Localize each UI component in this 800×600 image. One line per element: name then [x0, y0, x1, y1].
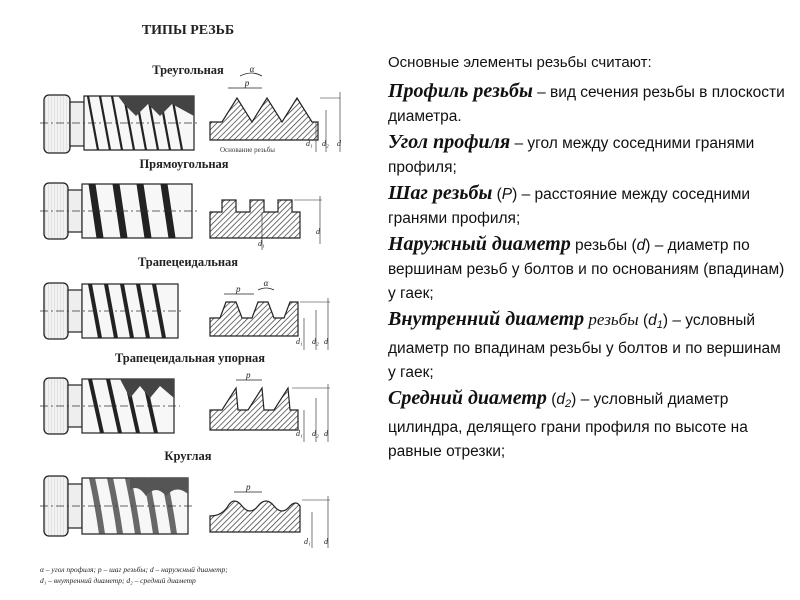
def-angle: – угол между соседними гранями профиля; — [388, 135, 755, 176]
sym-d1-tri: d₁ — [306, 139, 313, 148]
close-mean: ) — [571, 391, 577, 408]
sym-d1-round: d₁ — [304, 537, 311, 546]
close-outer: ) — [645, 237, 651, 254]
sym-d2-trap: d₂ — [312, 337, 319, 346]
sym-p-trap: p — [236, 284, 241, 294]
sub-inner: 1 — [656, 319, 663, 331]
open-pitch: ( — [492, 186, 502, 203]
thread-types-illustration — [0, 0, 380, 600]
figure-title: ТИПЫ РЕЗЬБ — [141, 23, 235, 38]
sym-d-round: d — [324, 537, 328, 546]
profile-round — [210, 482, 330, 548]
entry-mean — [388, 386, 790, 464]
sym-inner: d — [648, 312, 657, 329]
term-mean: Средний диаметр — [388, 387, 547, 409]
term-profile: Профиль резьбы — [388, 80, 533, 102]
sym-outer: d — [636, 237, 646, 254]
sym-d-butt: d — [324, 429, 328, 438]
label-rectangular: Прямоугольная — [139, 157, 229, 171]
open-outer: ( — [627, 237, 637, 254]
base-label: Основание резьбы — [220, 146, 275, 154]
def-inner: – условный диаметр по впадинам резьбы у болтов и по вершинам у гаек; — [388, 312, 781, 381]
sym-d-rect: d — [316, 227, 320, 236]
legend-line-1: α – угол профиля; p – шаг резьбы; d – наружный диаметр; — [40, 565, 228, 574]
term-pitch: Шаг резьбы — [388, 182, 493, 204]
bolt-trapezoidal — [40, 283, 184, 339]
sym-d1-rect: d₁ — [258, 239, 265, 248]
open-mean: ( — [546, 391, 557, 408]
sym-p-butt: p — [246, 370, 251, 380]
open-inner: ( — [638, 312, 649, 329]
term-inner: Внутренний диаметр — [388, 308, 585, 330]
sym-alpha-trap: α — [263, 278, 269, 288]
entry-outer — [388, 232, 790, 306]
entry-pitch — [388, 181, 790, 231]
bolt-buttress — [40, 378, 180, 434]
sym-p-tri: p — [244, 78, 250, 88]
sym-d1-butt: d₁ — [296, 429, 303, 438]
sym-d-tri: d — [337, 139, 341, 148]
def-mean: – условный диаметр цилиндра, делящего грани профиля по высоте на равные отрезки; — [388, 391, 748, 460]
sym-alpha-tri: α — [249, 64, 255, 74]
label-round: Круглая — [164, 449, 212, 463]
close-pitch: ) — [512, 186, 518, 203]
profile-buttress — [210, 370, 330, 442]
profile-trapezoidal — [210, 278, 330, 350]
bolt-triangular — [40, 95, 200, 153]
sym-d2-butt: d₂ — [312, 429, 319, 438]
term-angle: Угол профиля — [388, 131, 511, 153]
word-outer: резьбы — [570, 237, 628, 254]
word-inner: резьбы — [584, 310, 639, 329]
entry-inner — [388, 307, 790, 385]
entry-profile — [388, 79, 790, 129]
def-profile: – вид сечения резьбы в плоскости диаметра. — [388, 84, 785, 125]
bolt-rectangular — [40, 183, 198, 239]
sym-pitch: P — [501, 186, 513, 203]
profile-triangular — [210, 64, 342, 154]
label-triangular: Треугольная — [152, 63, 224, 77]
profile-rectangular — [210, 196, 322, 250]
sym-d-trap: d — [324, 337, 328, 346]
def-outer: – диаметр по вершинам резьб у болтов и по основаниям (впадинам) у гаек; — [388, 237, 785, 302]
sym-d2-tri: d₂ — [322, 139, 329, 148]
bolt-round — [40, 476, 194, 536]
close-inner: ) — [662, 312, 669, 329]
label-buttress: Трапецеидальная упорная — [114, 351, 266, 365]
text-panel — [388, 52, 790, 465]
sub-mean: 2 — [565, 398, 572, 410]
thread-types-figure — [0, 0, 380, 600]
label-trapezoidal: Трапецеидальная — [137, 255, 239, 269]
intro-text: Основные элементы резьбы считают: — [388, 54, 652, 71]
def-pitch: – расстояние между соседними гранями профиля; — [388, 186, 751, 227]
sym-d1-trap: d₁ — [296, 337, 303, 346]
entry-angle — [388, 130, 790, 180]
sym-p-round: p — [246, 482, 251, 492]
sym-mean: d — [556, 391, 565, 408]
term-outer: Наружный диаметр — [388, 233, 571, 255]
legend-line-2: d₁ – внутренний диаметр; d₂ – средний диаметр — [40, 576, 196, 585]
